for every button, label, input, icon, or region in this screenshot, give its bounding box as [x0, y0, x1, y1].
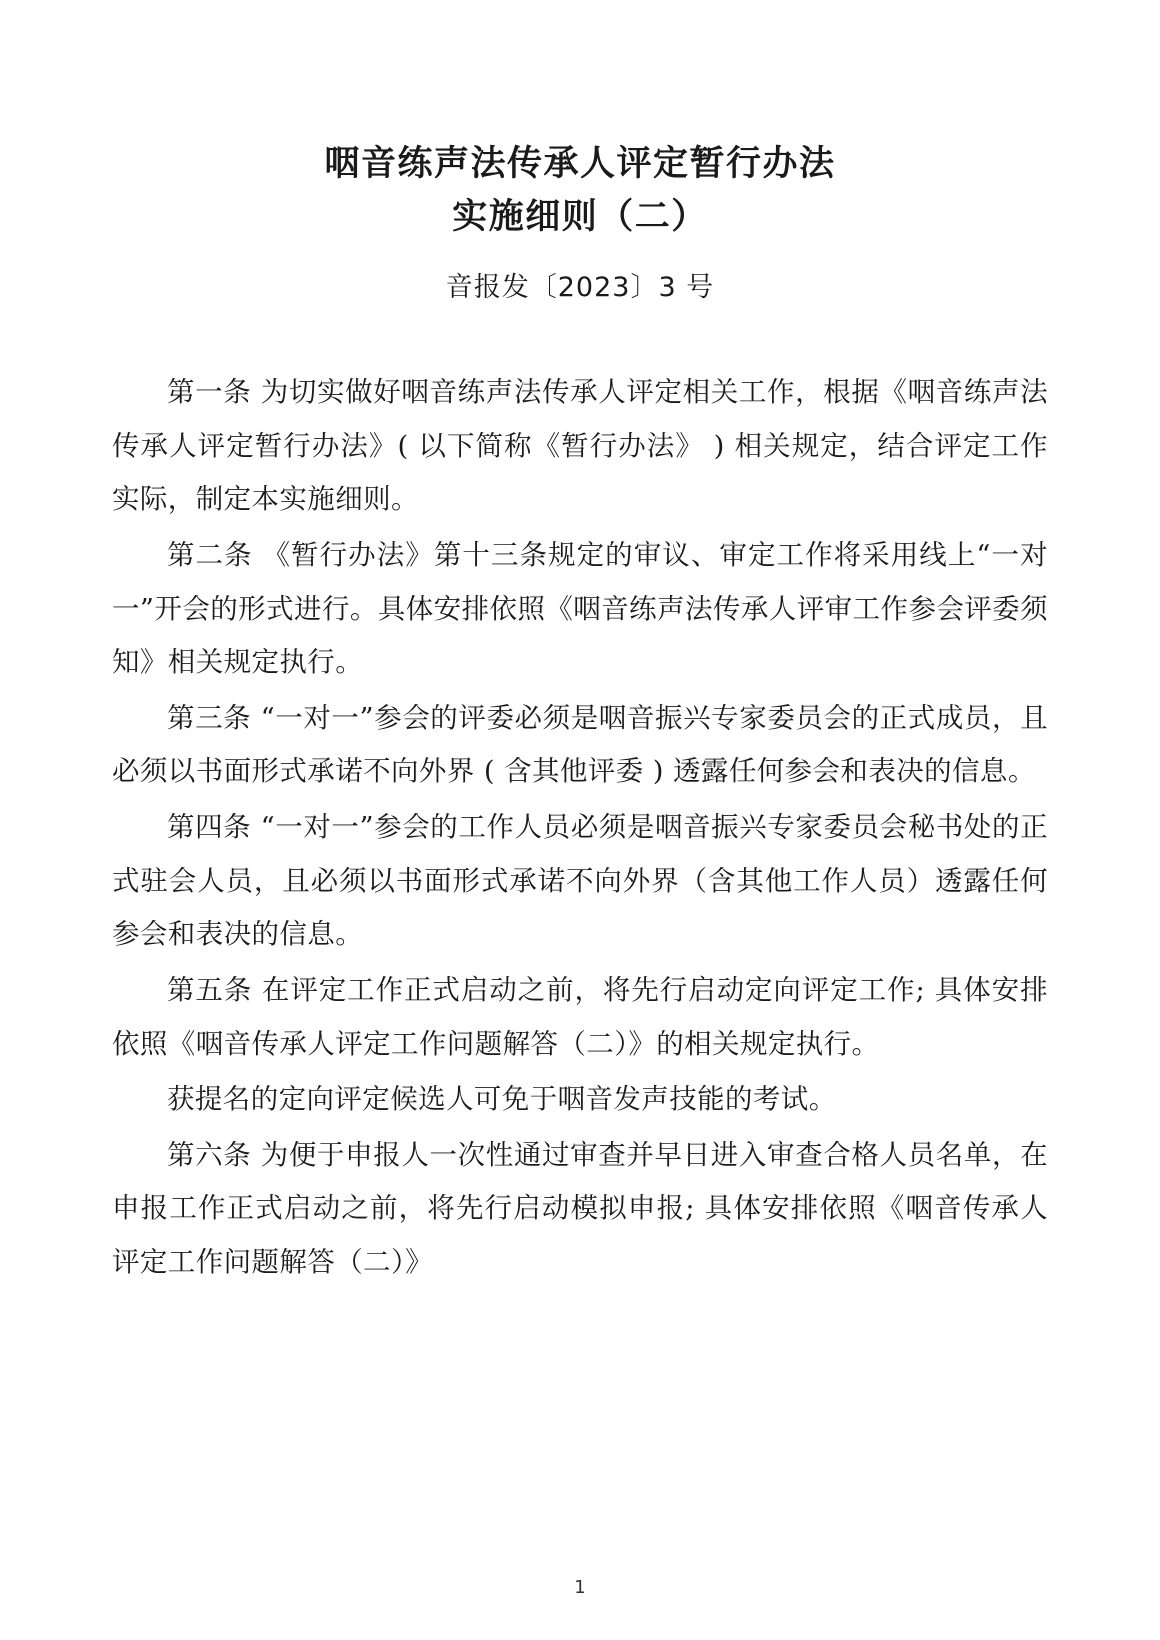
paragraph-article-5: 第五条 在评定工作正式启动之前，将先行启动定向评定工作; 具体安排依照《咽音传承人评定工作问题解答（二）》的相关规定执行。 — [112, 973, 1048, 1060]
page-title-line-2: 实施细则（二） — [452, 195, 708, 237]
page-title-line-1: 咽音练声法传承人评定暂行办法 — [324, 143, 836, 184]
document-body — [112, 366, 1048, 1290]
paragraph-article-4: 第四条 “一对一”参会的工作人员必须是咽音振兴专家委员会秘书处的正式驻会人员，且必须以书面形式承诺不向外界（含其他工作人员）透露任何参会和表决的信息。 — [112, 811, 1048, 951]
page-number: 1 — [574, 1577, 586, 1598]
paragraph-article-5-note: 获提名的定向评定候选人可免于咽音发声技能的考试。 — [167, 1083, 837, 1116]
paragraph-article-1: 第一条 为切实做好咽音练声法传承人评定相关工作，根据《咽音练声法传承人评定暂行办法》( 以下简称《暂行办法》 ) 相关规定，结合评定工作实际，制定本实施细则。 — [112, 376, 1048, 516]
document-number: 音报发〔2023〕3 号 — [445, 272, 715, 303]
paragraph-article-6: 第六条 为便于申报人一次性通过审查并早日进入审查合格人员名单，在申报工作正式启动之前，将先行启动模拟申报; 具体安排依照《咽音传承人评定工作问题解答（二）》 — [112, 1138, 1048, 1278]
document-title-block — [112, 138, 1048, 243]
paragraph-article-2: 第二条 《暂行办法》第十三条规定的审议、审定工作将采用线上“一对一”开会的形式进行。具体安排依照《咽音练声法传承人评审工作参会评委须知》相关规定执行。 — [112, 538, 1048, 679]
paragraph-article-3: 第三条 “一对一”参会的评委必须是咽音振兴专家委员会的正式成员，且必须以书面形式承诺不向外界 ( 含其他评委 ) 透露任何参会和表决的信息。 — [112, 701, 1048, 788]
